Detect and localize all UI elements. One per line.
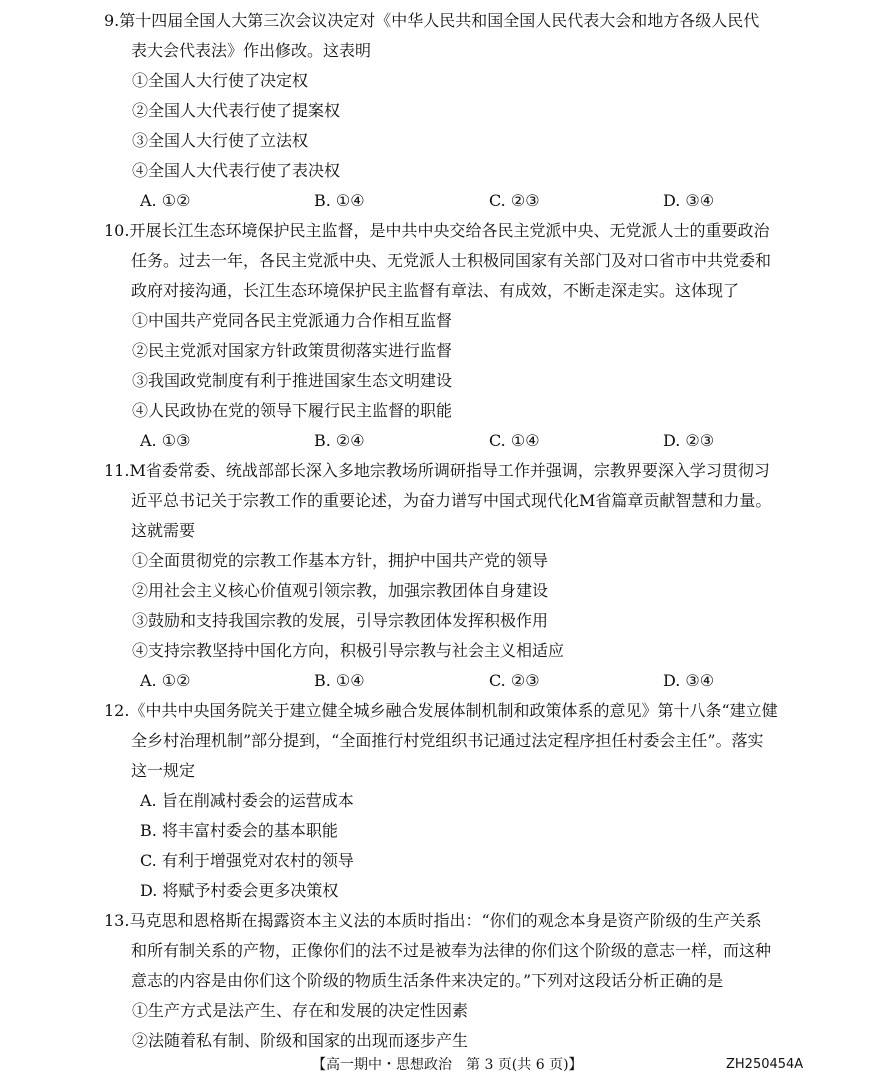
q9-item-2: ②全国人大代表行使了提案权 — [132, 101, 341, 120]
q9-option-b: B. ①④ — [314, 191, 365, 210]
q12-stem-line3: 这一规定 — [131, 761, 196, 780]
q9-option-d: D. ③④ — [663, 191, 715, 210]
q9-item-4: ④全国人大代表行使了表决权 — [132, 161, 341, 180]
q9-option-c: C. ②③ — [489, 191, 540, 210]
q10-option-d: D. ②③ — [663, 431, 715, 450]
q10-options — [140, 430, 780, 452]
q9-stem-line2: 表大会代表法》作出修改。这表明 — [131, 41, 372, 60]
q11-stem-line1: 11.M省委常委、统战部部长深入多地宗教场所调研指导工作并强调，宗教界要深入学习贯彻习 — [104, 461, 770, 480]
q12-choice-b: B. 将丰富村委会的基本职能 — [140, 821, 338, 840]
q9-option-a: A. ①② — [140, 191, 191, 210]
page-footer-label: 【高一期中・思想政治 第 3 页(共 6 页)】 — [312, 1057, 583, 1073]
q9-stem-line1: 9.第十四届全国人大第三次会议决定对《中华人民共和国全国人民代表大会和地方各级人民代 — [104, 11, 760, 30]
q11-option-b: B. ①④ — [314, 671, 365, 690]
q10-item-4: ④人民政协在党的领导下履行民主监督的职能 — [132, 401, 453, 420]
q9-options — [140, 190, 780, 212]
q10-option-b: B. ②④ — [314, 431, 365, 450]
q11-item-4: ④支持宗教坚持中国化方向，积极引导宗教与社会主义相适应 — [132, 641, 565, 660]
q11-item-1: ①全面贯彻党的宗教工作基本方针，拥护中国共产党的领导 — [132, 551, 549, 570]
q10-stem-line2: 任务。过去一年，各民主党派中央、无党派人士积极同国家有关部门及对口省市中共党委和 — [131, 251, 772, 270]
q11-option-a: A. ①② — [140, 671, 191, 690]
q10-item-1: ①中国共产党同各民主党派通力合作相互监督 — [132, 311, 453, 330]
q10-option-c: C. ①④ — [489, 431, 540, 450]
q10-option-a: A. ①③ — [140, 431, 191, 450]
q11-stem-line2: 近平总书记关于宗教工作的重要论述，为奋力谱写中国式现代化M省篇章贡献智慧和力量。 — [131, 491, 772, 510]
q11-option-c: C. ②③ — [489, 671, 540, 690]
q11-item-3: ③鼓励和支持我国宗教的发展，引导宗教团体发挥积极作用 — [132, 611, 549, 630]
q12-choice-d: D. 将赋予村委会更多决策权 — [140, 881, 339, 900]
q9-item-1: ①全国人大行使了决定权 — [132, 71, 309, 90]
q12-stem-line2: 全乡村治理机制”部分提到，“全面推行村党组织书记通过法定程序担任村委会主任”。落实 — [131, 731, 764, 750]
q13-stem-line2: 和所有制关系的产物，正像你们的法不过是被奉为法律的你们这个阶级的意志一样，而这种 — [131, 941, 772, 960]
q9-item-3: ③全国人大行使了立法权 — [132, 131, 309, 150]
q12-choice-c: C. 有利于增强党对农村的领导 — [140, 851, 354, 870]
q12-choice-a: A. 旨在削减村委会的运营成本 — [140, 791, 354, 810]
q10-stem-line3: 政府对接沟通，长江生态环境保护民主监督有章法、有成效，不断走深走实。这体现了 — [131, 281, 740, 300]
q11-options — [140, 670, 780, 692]
q12-stem-line1: 12.《中共中央国务院关于建立健全城乡融合发展体制机制和政策体系的意见》第十八条“建立健 — [104, 701, 778, 720]
q13-item-1: ①生产方式是法产生、存在和发展的决定性因素 — [132, 1001, 469, 1020]
q10-stem-line1: 10.开展长江生态环境保护民主监督，是中共中央交给各民主党派中央、无党派人士的重要政治 — [104, 221, 770, 240]
q10-item-3: ③我国政党制度有利于推进国家生态文明建设 — [132, 371, 453, 390]
q13-stem-line3: 意志的内容是由你们这个阶级的物质生活条件来决定的。”下列对这段话分析正确的是 — [131, 971, 724, 990]
q11-option-d: D. ③④ — [663, 671, 715, 690]
q11-stem-line3: 这就需要 — [131, 521, 196, 540]
q13-stem-line1: 13.马克思和恩格斯在揭露资本主义法的本质时指出：“你们的观念本身是资产阶级的生产关系 — [104, 911, 762, 930]
q13-item-2: ②法随着私有制、阶级和国家的出现而逐步产生 — [132, 1031, 469, 1050]
q11-item-2: ②用社会主义核心价值观引领宗教，加强宗教团体自身建设 — [132, 581, 549, 600]
paper-code: ZH250454A — [726, 1057, 804, 1072]
q10-item-2: ②民主党派对国家方针政策贯彻落实进行监督 — [132, 341, 453, 360]
